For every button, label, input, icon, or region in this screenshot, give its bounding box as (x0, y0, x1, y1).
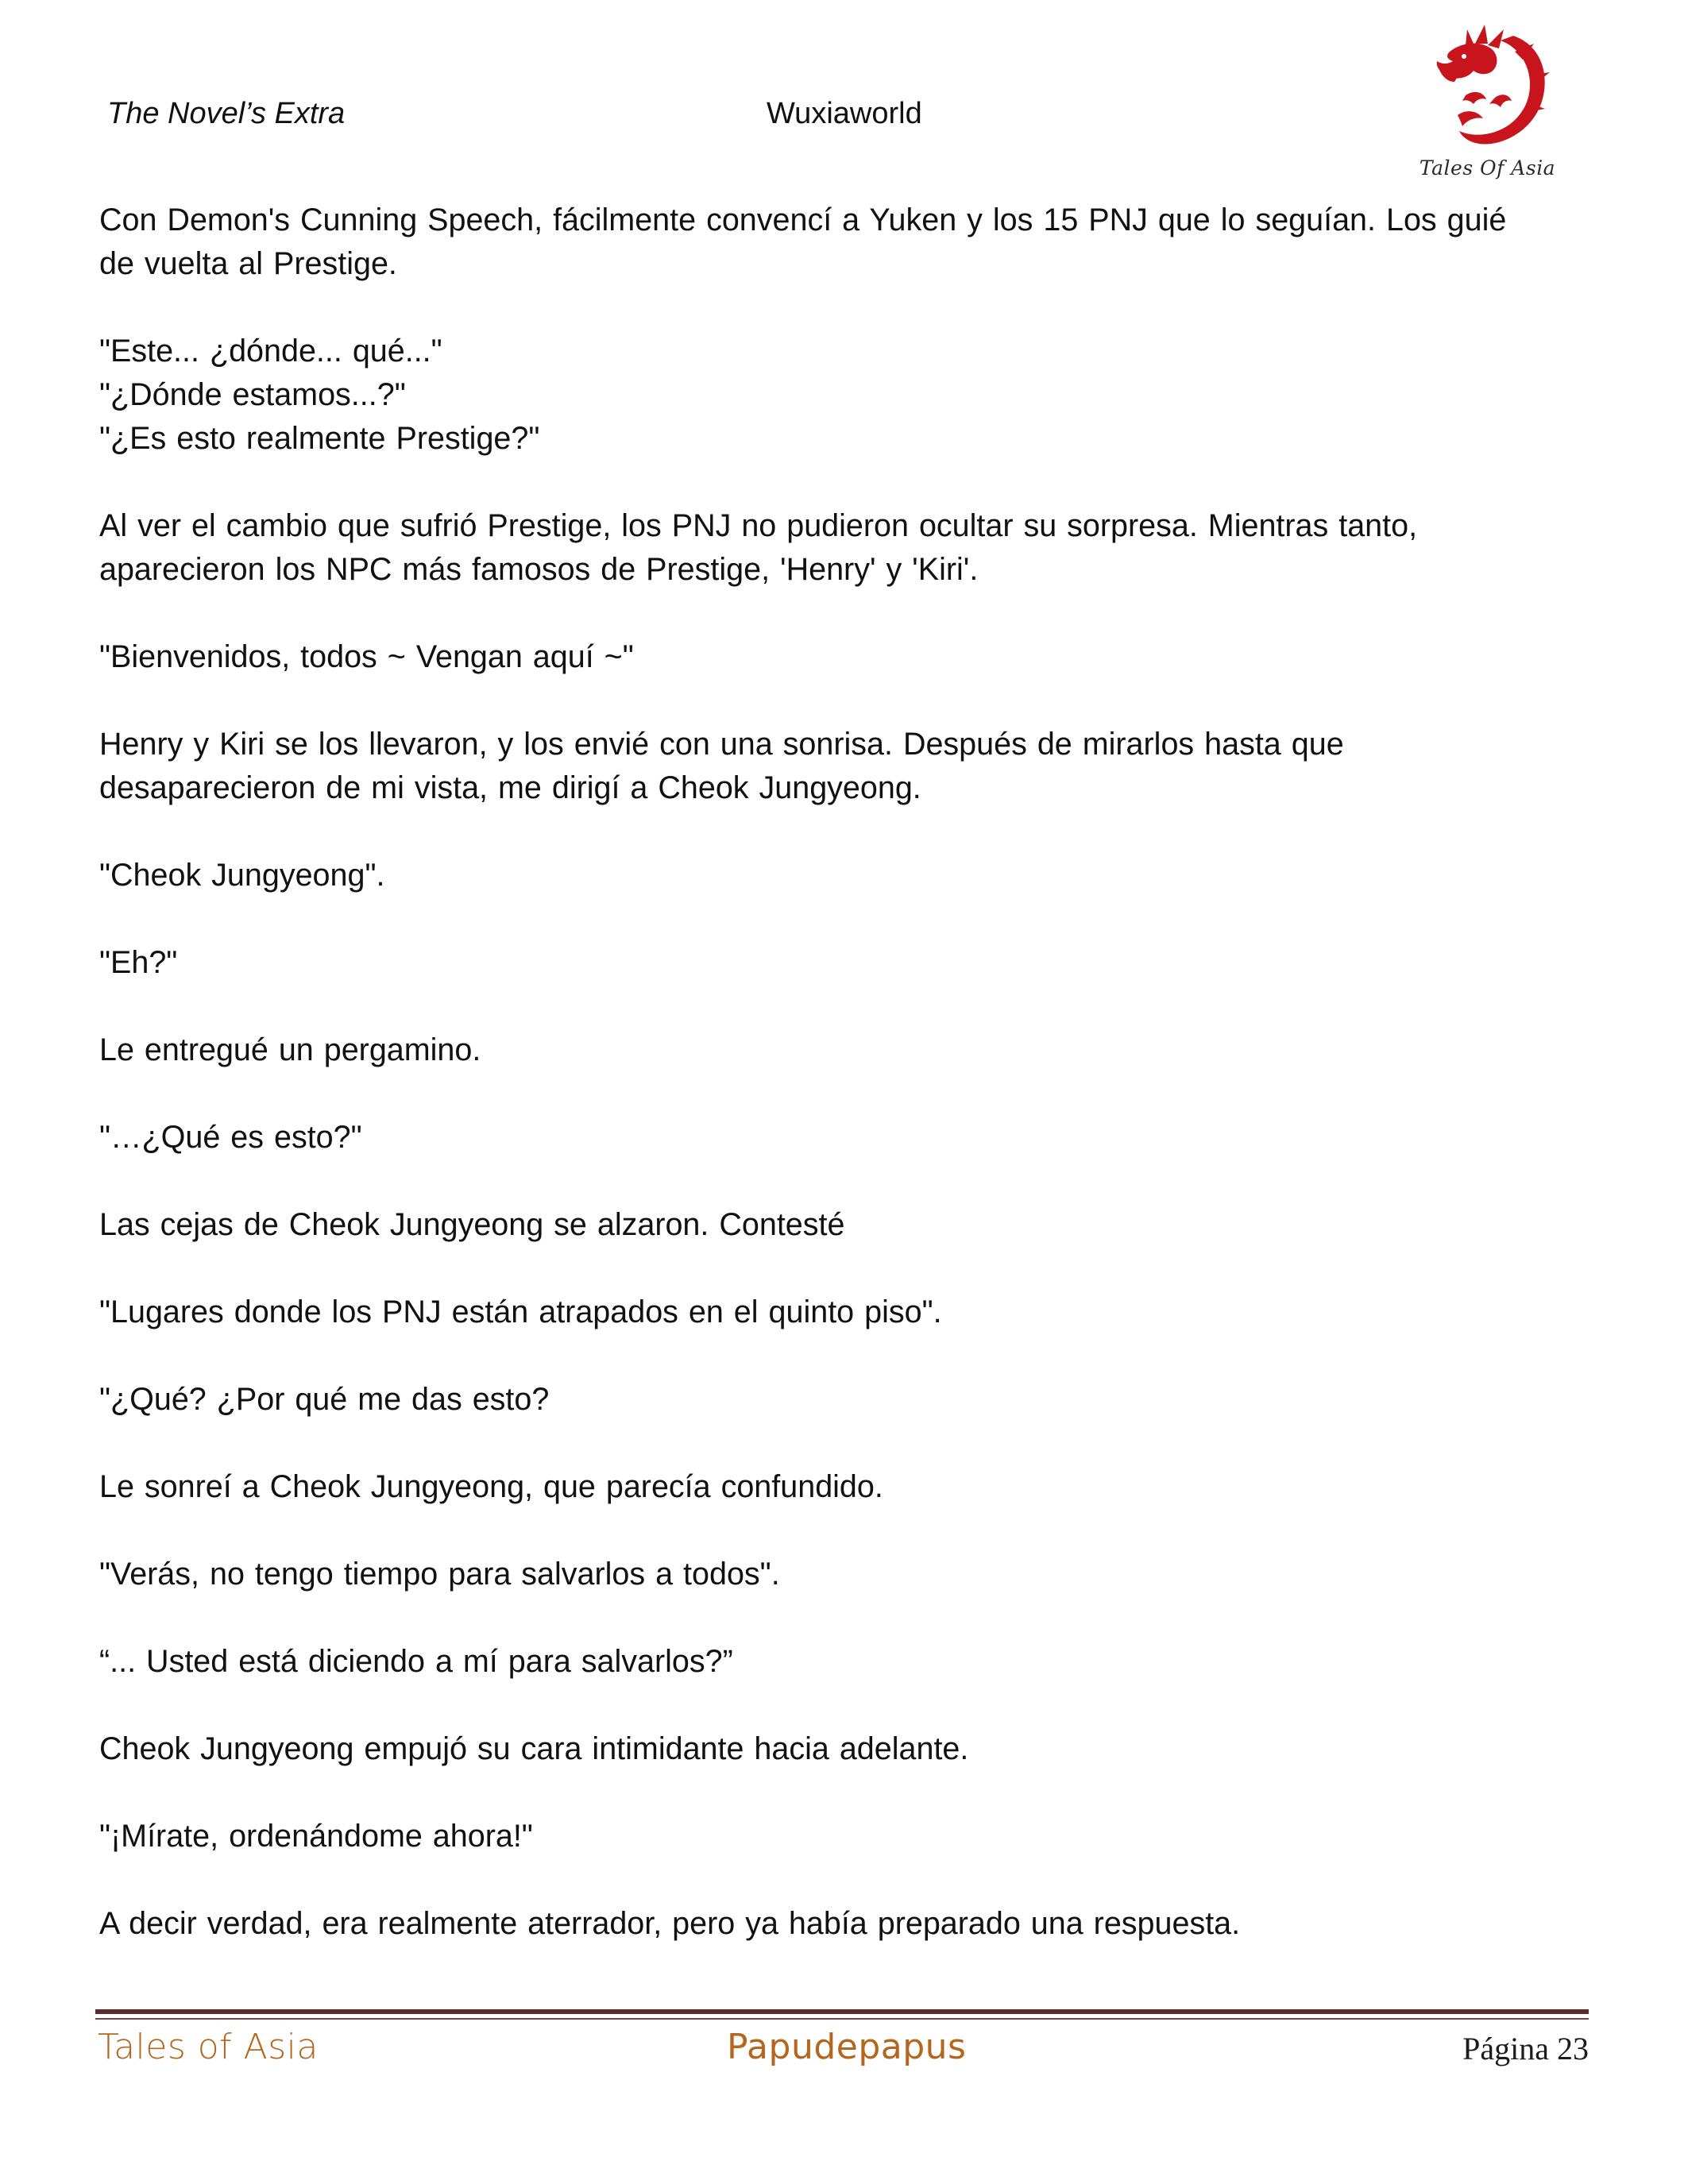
text-line: Las cejas de Cheok Jungyeong se alzaron. Contesté (99, 1207, 845, 1242)
paragraph (99, 723, 1581, 810)
logo-text: Tales Of Asia (1419, 156, 1556, 179)
tales-of-asia-logo (1418, 20, 1557, 191)
paragraph (99, 1291, 1581, 1334)
text-line: "Eh?" (99, 945, 178, 980)
text-line: "¿Qué? ¿Por qué me das esto? (99, 1382, 550, 1417)
text-line: “... Usted está diciendo a mí para salvarlos?” (99, 1644, 733, 1679)
paragraph (99, 1116, 1581, 1160)
red-dragon-icon (1418, 20, 1557, 159)
text-line: "Este... ¿dónde... qué..." (99, 334, 442, 369)
footer-rule-thin (95, 2018, 1589, 2020)
text-line: de vuelta al Prestige. (99, 246, 397, 281)
text-line: "Lugares donde los PNJ están atrapados en el quinto piso". (99, 1295, 942, 1329)
text-line: Le entregué un pergamino. (99, 1032, 481, 1067)
text-line: A decir verdad, era realmente aterrador, pero ya había preparado una respuesta. (99, 1906, 1241, 1941)
text-line: Cheok Jungyeong empujó su cara intimidante hacia adelante. (99, 1731, 969, 1766)
text-line: "Bienvenidos, todos ~ Vengan aquí ~" (99, 639, 634, 674)
text-line: "¿Dónde estamos...?" (99, 377, 406, 412)
paragraph (99, 854, 1581, 897)
text-line: "Verás, no tengo tiempo para salvarlos a todos". (99, 1557, 780, 1592)
text-line: aparecieron los NPC más famosos de Prestige, 'Henry' y 'Kiri'. (99, 552, 979, 587)
book-title: The Novel’s Extra (107, 97, 346, 130)
footer-translator: Papudepapus (727, 2027, 967, 2067)
footer-rule (95, 2009, 1589, 2014)
chapter-body (99, 199, 1581, 1989)
text-line: "¡Mírate, ordenándome ahora!" (99, 1819, 533, 1854)
page-number: Página 23 (1462, 2031, 1589, 2066)
paragraph (99, 1203, 1581, 1247)
paragraph (99, 1028, 1581, 1072)
text-line: Con Demon's Cunning Speech, fácilmente convencí a Yuken y los 15 PNJ que lo seguían. Los guié (99, 203, 1507, 237)
paragraph (99, 941, 1581, 985)
paragraph (99, 1727, 1581, 1771)
paragraph (99, 504, 1581, 592)
paragraph (99, 1553, 1581, 1596)
paragraph (99, 1378, 1581, 1422)
text-line: Al ver el cambio que sufrió Prestige, los PNJ no pudieron ocultar su sorpresa. Mientras tanto, (99, 508, 1418, 543)
paragraph (99, 1902, 1581, 1946)
text-line: Le sonreí a Cheok Jungyeong, que parecía confundido. (99, 1469, 883, 1504)
text-line: "Cheok Jungyeong". (99, 858, 385, 893)
text-line: desaparecieron de mi vista, me dirigí a Cheok Jungyeong. (99, 770, 921, 805)
paragraph (99, 1815, 1581, 1858)
paragraph (99, 199, 1581, 286)
paragraph (99, 635, 1581, 679)
paragraph (99, 1640, 1581, 1684)
footer-left-label: Tales of Asia (98, 2027, 319, 2067)
text-line: Henry y Kiri se los llevaron, y los envié con una sonrisa. Después de mirarlos hasta que (99, 727, 1344, 762)
text-line: "…¿Qué es esto?" (99, 1120, 362, 1155)
paragraph (99, 330, 1581, 461)
text-line: "¿Es esto realmente Prestige?" (99, 421, 540, 456)
site-name: Wuxiaworld (767, 97, 922, 130)
paragraph (99, 1465, 1581, 1509)
